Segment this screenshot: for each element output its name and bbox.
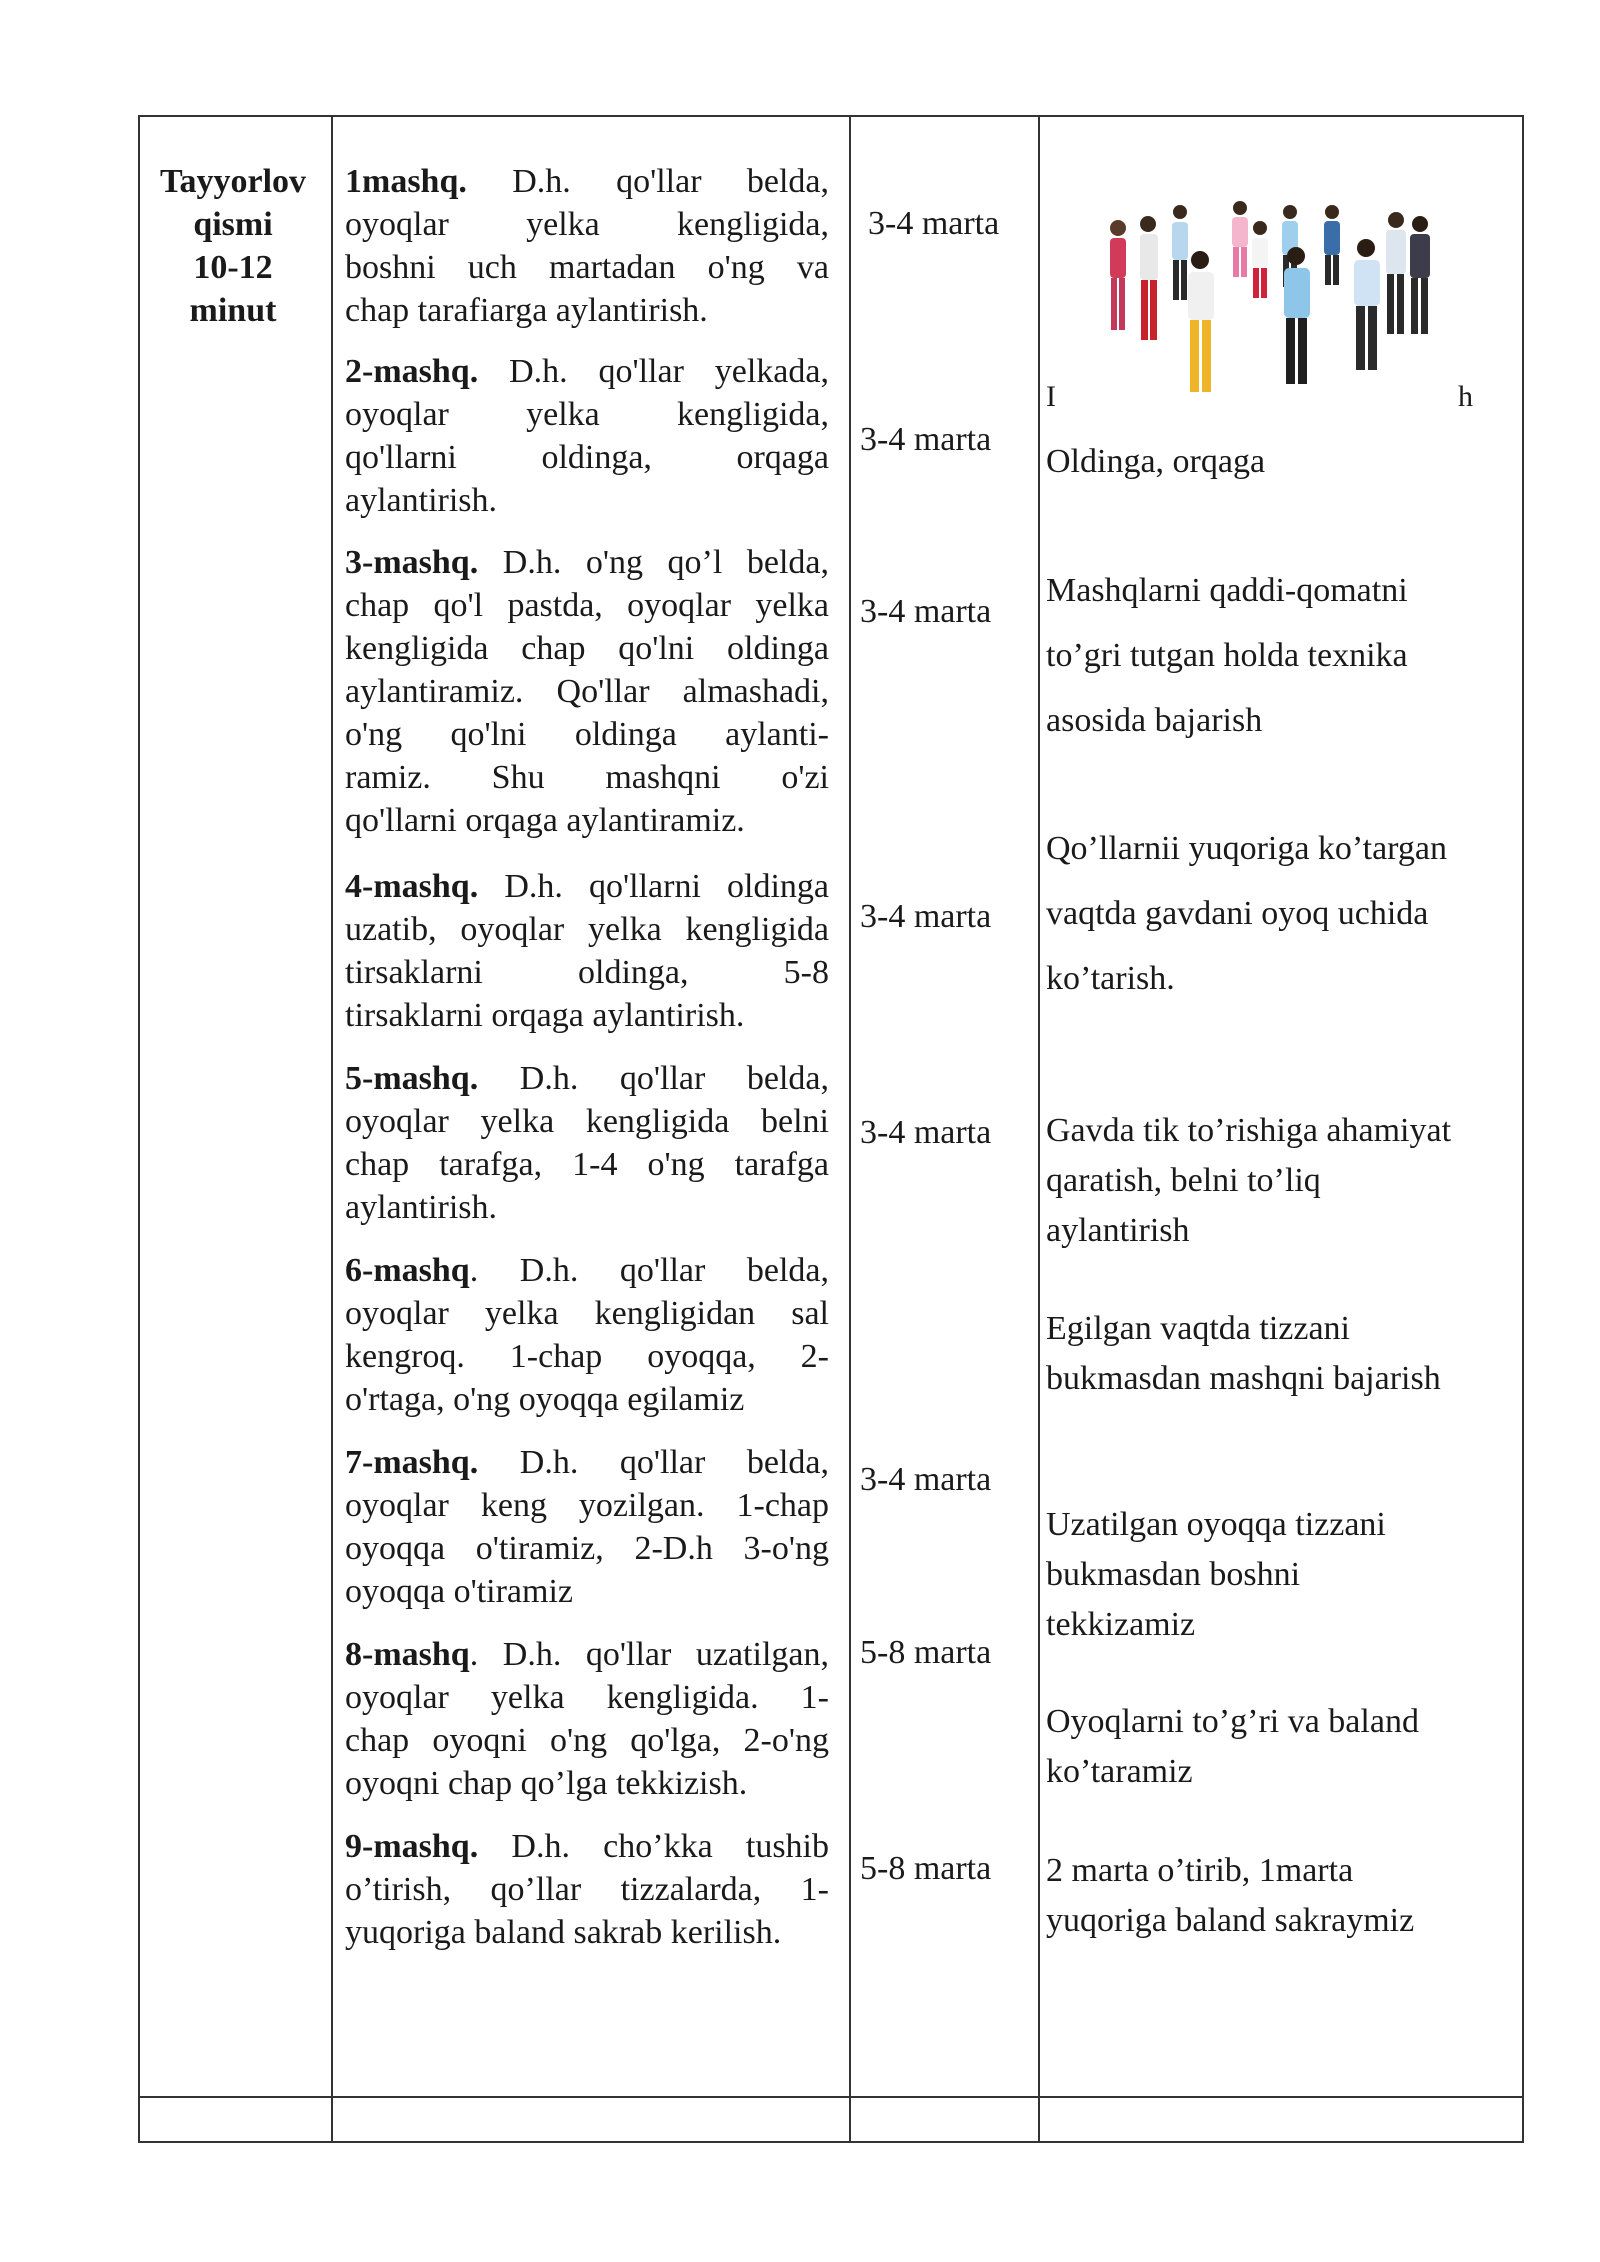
reps-1: 3-4 marta bbox=[868, 205, 1000, 242]
exercise-line bbox=[345, 541, 829, 584]
note-line: Egilgan vaqtda tizzani bbox=[1046, 1310, 1350, 1347]
note-line: Uzatilgan oyoqqa tizzani bbox=[1046, 1506, 1386, 1543]
exercise-line: chap qo'l pastda, oyoqlar yelka bbox=[345, 587, 829, 624]
note-5 bbox=[1046, 1304, 1441, 1404]
exercise-line: chap tarafiarga aylantirish. bbox=[345, 292, 708, 329]
child-figure bbox=[1324, 205, 1340, 285]
note-6 bbox=[1046, 1500, 1386, 1650]
exercise-line: aylantirish. bbox=[345, 1189, 498, 1226]
children-exercising-illustration bbox=[1100, 198, 1440, 430]
note-2 bbox=[1046, 566, 1408, 746]
note-line: Gavda tik to’rishiga ahamiyat bbox=[1046, 1112, 1452, 1149]
exercise-line bbox=[345, 160, 829, 203]
table-right-border bbox=[1522, 115, 1524, 2143]
exercise-text: . D.h. qo'llar uzatilgan, bbox=[469, 1636, 829, 1673]
child-figure bbox=[1172, 205, 1188, 300]
note-line: bukmasdan mashqni bajarish bbox=[1046, 1360, 1441, 1397]
table-left-border bbox=[138, 115, 140, 2143]
exercise-title: 7-mashq. bbox=[345, 1444, 479, 1481]
note-line: ko’tarish. bbox=[1046, 960, 1175, 997]
note-line: yuqoriga baland sakraymiz bbox=[1046, 1902, 1415, 1939]
note-7 bbox=[1046, 1697, 1419, 1797]
exercise-line bbox=[345, 1633, 829, 1676]
exercise-title: 5-mashq. bbox=[345, 1060, 479, 1097]
exercise-line: o'ng qo'lni oldinga aylanti- bbox=[345, 716, 829, 753]
child-figure bbox=[1188, 251, 1214, 392]
child-figure bbox=[1410, 216, 1430, 334]
exercise-line: oyoqni chap qo’lga tekkizish. bbox=[345, 1765, 748, 1802]
exercise-title: 6-mashq bbox=[345, 1252, 470, 1289]
note-3 bbox=[1046, 824, 1447, 1004]
note-line: to’gri tutgan holda texnika bbox=[1046, 637, 1408, 674]
part-subtitle: qismi bbox=[193, 206, 273, 243]
exercise-line: oyoqlar yelka kengligidan sal bbox=[345, 1295, 829, 1332]
exercise-line: uzatib, oyoqlar yelka kengligida bbox=[345, 911, 829, 948]
exercise-line: oyoqlar yelka kengligida belni bbox=[345, 1103, 829, 1140]
exercise-line: ramiz. Shu mashqni o'zi bbox=[345, 759, 829, 796]
exercise-text: D.h. o'ng qo’l belda, bbox=[502, 544, 830, 581]
exercise-text: D.h. qo'llar belda, bbox=[519, 1060, 829, 1097]
exercise-line: yuqoriga baland sakrab kerilish. bbox=[345, 1914, 782, 1951]
exercise-line: qo'llarni oldinga, orqaga bbox=[345, 439, 829, 476]
note-line: 2 marta o’tirib, 1marta bbox=[1046, 1852, 1354, 1889]
note-line: qaratish, belni to’liq bbox=[1046, 1162, 1321, 1199]
reps-4: 3-4 marta bbox=[860, 898, 992, 935]
exercise-line bbox=[345, 350, 829, 393]
note-line: asosida bajarish bbox=[1046, 702, 1263, 739]
table-row-divider bbox=[138, 2096, 1524, 2098]
exercise-line bbox=[345, 865, 829, 908]
exercise-line: aylantirish. bbox=[345, 482, 498, 519]
child-figure bbox=[1386, 212, 1406, 334]
note-line: bukmasdan boshni bbox=[1046, 1556, 1301, 1593]
exercise-line bbox=[345, 1441, 829, 1484]
table-col-divider-3 bbox=[1038, 115, 1040, 2143]
exercise-line: oyoqlar yelka kengligida, bbox=[345, 206, 829, 243]
exercise-title: 9-mashq. bbox=[345, 1828, 479, 1865]
child-figure bbox=[1252, 221, 1268, 298]
reps-2: 3-4 marta bbox=[860, 421, 992, 458]
exercise-line: tirsaklarni oldinga, 5-8 bbox=[345, 954, 829, 991]
note-8 bbox=[1046, 1846, 1414, 1946]
note-line: vaqtda gavdani oyoq uchida bbox=[1046, 895, 1429, 932]
note-line: Mashqlarni qaddi-qomatni bbox=[1046, 572, 1408, 609]
exercise-line: oyoqlar yelka kengligida, bbox=[345, 396, 829, 433]
note-1: Oldinga, orqaga bbox=[1046, 443, 1266, 480]
exercise-line bbox=[345, 1057, 829, 1100]
reps-3: 3-4 marta bbox=[860, 593, 992, 630]
note-line: ko’taramiz bbox=[1046, 1753, 1193, 1790]
child-figure bbox=[1232, 201, 1248, 277]
exercise-line: kengligida chap qo'lni oldinga bbox=[345, 630, 829, 667]
child-figure bbox=[1140, 216, 1158, 340]
exercise-text: D.h. qo'llar yelkada, bbox=[509, 353, 829, 390]
note-fragment-left: I bbox=[1046, 380, 1056, 413]
table-top-border bbox=[138, 115, 1524, 117]
exercise-line bbox=[345, 1825, 829, 1868]
note-line: aylantirish bbox=[1046, 1212, 1190, 1249]
reps-8: 5-8 marta bbox=[860, 1634, 992, 1671]
note-4 bbox=[1046, 1106, 1451, 1256]
exercise-title: 3-mashq. bbox=[345, 544, 479, 581]
part-duration-unit: minut bbox=[189, 292, 277, 329]
exercise-line: oyoqlar keng yozilgan. 1-chap bbox=[345, 1487, 829, 1524]
exercise-line: chap tarafga, 1-4 o'ng tarafga bbox=[345, 1146, 829, 1183]
child-figure bbox=[1110, 220, 1126, 330]
table-col-divider-2 bbox=[849, 115, 851, 2143]
exercise-title: 4-mashq. bbox=[345, 868, 479, 905]
exercise-line: tirsaklarni orqaga aylantirish. bbox=[345, 997, 745, 1034]
child-figure bbox=[1354, 239, 1380, 370]
part-cell bbox=[138, 160, 328, 332]
exercise-line: oyoqqa o'tiramiz, 2-D.h 3-o'ng bbox=[345, 1530, 829, 1567]
exercise-line: o'rtaga, o'ng oyoqqa egilamiz bbox=[345, 1381, 745, 1418]
exercise-text: D.h. cho’kka tushib bbox=[511, 1828, 829, 1865]
exercise-text: D.h. qo'llarni oldinga bbox=[504, 868, 829, 905]
part-duration: 10-12 bbox=[193, 249, 273, 286]
exercise-title: 8-mashq bbox=[345, 1636, 470, 1673]
reps-9: 5-8 marta bbox=[860, 1850, 992, 1887]
table-col-divider-1 bbox=[331, 115, 333, 2143]
exercise-line: aylantiramiz. Qo'llar almashadi, bbox=[345, 673, 829, 710]
note-line: Qo’llarnii yuqoriga ko’targan bbox=[1046, 830, 1447, 867]
exercise-line bbox=[345, 1249, 829, 1292]
exercise-text: D.h. qo'llar belda, bbox=[519, 1444, 829, 1481]
part-title: Tayyorlov bbox=[159, 163, 307, 200]
exercise-text: D.h. qo'llar belda, bbox=[512, 163, 829, 200]
table-bottom-border bbox=[138, 2141, 1524, 2143]
exercise-line: qo'llarni orqaga aylantiramiz. bbox=[345, 802, 745, 839]
reps-5: 3-4 marta bbox=[860, 1114, 992, 1151]
exercise-line: boshni uch martadan o'ng va bbox=[345, 249, 829, 286]
exercise-line: kengroq. 1-chap oyoqqa, 2- bbox=[345, 1338, 829, 1375]
exercise-title: 2-mashq. bbox=[345, 353, 479, 390]
exercise-text: . D.h. qo'llar belda, bbox=[469, 1252, 829, 1289]
note-line: tekkizamiz bbox=[1046, 1606, 1196, 1643]
exercise-line: oyoqlar yelka kengligida. 1- bbox=[345, 1679, 829, 1716]
note-fragment-right: h bbox=[1458, 380, 1473, 413]
exercise-line: chap oyoqni o'ng qo'lga, 2-o'ng bbox=[345, 1722, 829, 1759]
note-line: Oyoqlarni to’g’ri va baland bbox=[1046, 1703, 1419, 1740]
exercise-line: o’tirish, qo’llar tizzalarda, 1- bbox=[345, 1871, 829, 1908]
reps-7: 3-4 marta bbox=[860, 1461, 992, 1498]
exercise-line: oyoqqa o'tiramiz bbox=[345, 1573, 574, 1610]
exercise-title: 1mashq. bbox=[345, 163, 467, 200]
